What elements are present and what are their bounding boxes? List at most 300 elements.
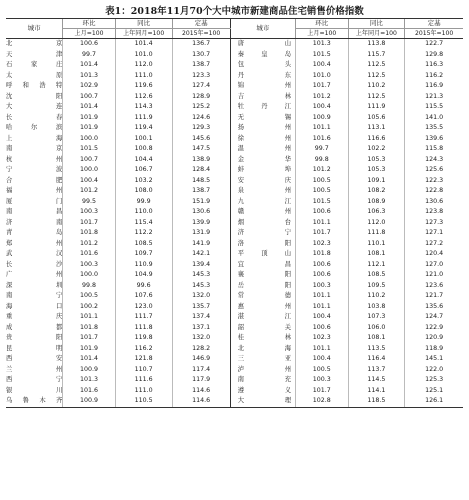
yoy-value: 112.5 — [348, 92, 405, 103]
city-name: 三亚 — [230, 354, 295, 365]
mom-value: 100.3 — [63, 207, 116, 218]
mom-value: 101.6 — [63, 386, 116, 397]
city-header-right: 城市 — [230, 19, 295, 39]
table-body — [6, 39, 463, 408]
yoy-value: 111.0 — [115, 71, 172, 82]
yoy-value: 112.2 — [115, 228, 172, 239]
city-name: 贵阳 — [6, 334, 63, 341]
city-name: 上海 — [6, 134, 63, 142]
table-row — [6, 228, 463, 239]
mom-value: 101.2 — [296, 165, 349, 176]
mom-value: 102.3 — [296, 239, 349, 250]
city-name: 宁波 — [6, 166, 63, 173]
fixed-value: 130.6 — [405, 197, 463, 208]
mom-value: 100.7 — [63, 155, 116, 166]
yoy-value: 111.0 — [115, 386, 172, 397]
header-row-1 — [6, 19, 463, 29]
city-name: 洛阳 — [230, 239, 295, 250]
city-name: 长春 — [6, 113, 63, 121]
fixed-value: 128.4 — [172, 165, 230, 176]
city-name: 呼和浩特 — [6, 82, 63, 89]
table-row — [6, 102, 463, 113]
table-row — [6, 60, 463, 71]
yoy-header-right: 同比 — [348, 19, 405, 29]
mom-value: 100.9 — [296, 113, 349, 124]
mom-value: 100.0 — [63, 134, 116, 145]
yoy-value: 119.4 — [115, 123, 172, 134]
fixed-value: 145.1 — [405, 354, 463, 365]
city-name: 襄阳 — [230, 270, 295, 281]
table-row — [6, 239, 463, 250]
city-header-left: 城市 — [6, 19, 63, 39]
mom-value: 100.9 — [63, 396, 116, 407]
yoy-value: 114.3 — [115, 102, 172, 113]
fixed-value: 127.2 — [405, 239, 463, 250]
yoy-value: 110.9 — [115, 260, 172, 271]
mom-value: 100.6 — [63, 39, 116, 50]
yoy-value: 100.1 — [115, 134, 172, 145]
yoy-value: 110.2 — [348, 81, 405, 92]
mom-value: 100.5 — [63, 291, 116, 302]
city-name: 济宁 — [230, 228, 295, 239]
mom-value: 100.5 — [296, 186, 349, 197]
fixed-value: 120.4 — [405, 249, 463, 260]
fixed-value: 128.2 — [172, 344, 230, 355]
fixed-value: 121.3 — [405, 92, 463, 103]
yoy-value: 107.6 — [115, 291, 172, 302]
fixed-value: 121.0 — [405, 270, 463, 281]
city-name: 重庆 — [6, 313, 63, 320]
mom-value: 101.2 — [296, 92, 349, 103]
city-name: 长沙 — [6, 260, 63, 268]
yoy-value: 110.2 — [348, 291, 405, 302]
yoy-value: 99.9 — [115, 197, 172, 208]
yoy-value: 103.2 — [115, 176, 172, 187]
yoy-value: 119.6 — [115, 81, 172, 92]
city-name: 沈阳 — [6, 92, 63, 100]
city-name: 北京 — [6, 40, 63, 47]
table-row — [6, 291, 463, 302]
fixed-value: 127.1 — [405, 228, 463, 239]
mom-value: 101.7 — [296, 81, 349, 92]
mom-value: 102.3 — [296, 333, 349, 344]
mom-value: 101.7 — [296, 386, 349, 397]
city-name: 南京 — [6, 145, 63, 152]
fixed-value: 115.8 — [405, 144, 463, 155]
mom-value: 101.8 — [63, 228, 116, 239]
mom-value: 101.9 — [63, 344, 116, 355]
mom-value: 102.9 — [63, 81, 116, 92]
yoy-value: 110.0 — [115, 207, 172, 218]
mom-value: 100.0 — [63, 270, 116, 281]
mom-value: 101.1 — [296, 344, 349, 355]
yoy-value: 106.0 — [348, 323, 405, 334]
yoy-value: 118.5 — [348, 396, 405, 407]
table-row — [6, 323, 463, 334]
mom-value: 100.6 — [296, 260, 349, 271]
mom-value: 100.2 — [63, 302, 116, 313]
city-name: 平顶山 — [230, 249, 295, 260]
city-name: 常德 — [230, 291, 295, 302]
mom-value: 101.4 — [63, 354, 116, 365]
fixed-value: 117.9 — [172, 375, 230, 386]
mom-value: 100.4 — [296, 102, 349, 113]
city-name: 天津 — [6, 50, 63, 58]
fixed-value: 129.8 — [405, 50, 463, 61]
mom-value: 100.3 — [296, 375, 349, 386]
mom-value: 100.6 — [296, 270, 349, 281]
mom-value: 100.3 — [296, 281, 349, 292]
yoy-value: 112.1 — [348, 260, 405, 271]
fixed-value: 120.9 — [405, 333, 463, 344]
city-name: 南充 — [230, 375, 295, 386]
city-name: 吉林 — [230, 92, 295, 103]
mom-value: 101.1 — [296, 218, 349, 229]
city-name: 无锡 — [230, 113, 295, 124]
fixed-value: 122.9 — [405, 323, 463, 334]
city-name: 合肥 — [6, 176, 63, 184]
mom-value: 101.5 — [296, 197, 349, 208]
table-row — [6, 249, 463, 260]
fixed-value: 139.9 — [172, 218, 230, 229]
mom-value: 100.6 — [296, 323, 349, 334]
city-name: 蚌埠 — [230, 165, 295, 176]
mom-value: 99.7 — [63, 50, 116, 61]
yoy-value: 112.5 — [348, 60, 405, 71]
table-row — [6, 81, 463, 92]
table-row — [6, 218, 463, 229]
fixed-value: 124.6 — [172, 113, 230, 124]
city-name: 丹东 — [230, 71, 295, 82]
yoy-value: 106.7 — [115, 165, 172, 176]
yoy-value: 105.3 — [348, 165, 405, 176]
mom-value: 101.9 — [63, 113, 116, 124]
mom-value: 101.4 — [63, 102, 116, 113]
fixed-value: 132.0 — [172, 333, 230, 344]
city-name: 杭州 — [6, 155, 63, 163]
price-index-table — [6, 18, 463, 408]
yoy-value: 104.4 — [115, 155, 172, 166]
city-name: 哈尔滨 — [6, 124, 63, 131]
table-row — [6, 365, 463, 376]
table-row — [6, 155, 463, 166]
yoy-value: 116.4 — [348, 354, 405, 365]
fixed-value: 135.5 — [405, 123, 463, 134]
city-name: 惠州 — [230, 302, 295, 313]
city-name: 温州 — [230, 144, 295, 155]
yoy-subheader-left: 上年同月=100 — [115, 29, 172, 39]
fixed-value: 138.7 — [172, 186, 230, 197]
yoy-value: 114.1 — [348, 386, 405, 397]
fixed-value: 121.7 — [405, 291, 463, 302]
mom-header-right: 环比 — [296, 19, 349, 29]
fixed-value: 129.3 — [172, 123, 230, 134]
mom-value: 100.4 — [63, 176, 116, 187]
yoy-value: 107.3 — [348, 312, 405, 323]
fixed-value: 127.0 — [405, 260, 463, 271]
fixed-value: 131.9 — [172, 228, 230, 239]
city-name: 遵义 — [230, 386, 295, 397]
table-row — [6, 270, 463, 281]
table-row — [6, 165, 463, 176]
fixed-value: 130.6 — [172, 207, 230, 218]
mom-value: 101.0 — [296, 71, 349, 82]
city-name: 锦州 — [230, 81, 295, 92]
yoy-value: 115.7 — [348, 50, 405, 61]
table-row — [6, 207, 463, 218]
yoy-value: 108.2 — [348, 186, 405, 197]
yoy-value: 109.5 — [348, 281, 405, 292]
mom-value: 101.3 — [296, 39, 349, 50]
table-row — [6, 144, 463, 155]
fixed-value: 123.3 — [172, 71, 230, 82]
fixed-value: 116.2 — [405, 71, 463, 82]
table-row — [6, 333, 463, 344]
fixed-value: 128.9 — [172, 92, 230, 103]
city-name: 福州 — [6, 187, 63, 194]
city-name: 唐山 — [230, 39, 295, 50]
yoy-value: 110.7 — [115, 365, 172, 376]
yoy-value: 106.3 — [348, 207, 405, 218]
mom-value: 99.5 — [63, 197, 116, 208]
city-name: 成都 — [6, 323, 63, 331]
fixed-value: 137.4 — [172, 312, 230, 323]
city-name: 西安 — [6, 355, 63, 362]
fixed-value: 114.6 — [172, 386, 230, 397]
fixed-value: 138.9 — [172, 155, 230, 166]
yoy-value: 112.0 — [348, 218, 405, 229]
city-name: 扬州 — [230, 123, 295, 134]
table-row — [6, 113, 463, 124]
city-name: 湛江 — [230, 312, 295, 323]
yoy-value: 109.7 — [115, 249, 172, 260]
mom-value: 101.5 — [296, 50, 349, 61]
fixed-value: 132.0 — [172, 291, 230, 302]
fixed-subheader-left: 2015年=100 — [172, 29, 230, 39]
mom-value: 101.9 — [63, 123, 116, 134]
mom-value: 100.7 — [63, 92, 116, 103]
yoy-value: 113.7 — [348, 365, 405, 376]
yoy-value: 114.5 — [348, 375, 405, 386]
mom-value: 101.1 — [63, 312, 116, 323]
yoy-value: 115.4 — [115, 218, 172, 229]
fixed-value: 135.7 — [172, 302, 230, 313]
mom-value: 100.3 — [63, 260, 116, 271]
table-row — [6, 71, 463, 82]
table-row — [6, 281, 463, 292]
mom-value: 102.8 — [296, 396, 349, 407]
city-name: 赣州 — [230, 207, 295, 218]
yoy-value: 110.1 — [348, 239, 405, 250]
fixed-value: 116.9 — [405, 81, 463, 92]
city-name: 青岛 — [6, 229, 63, 236]
city-name: 泉州 — [230, 186, 295, 197]
mom-value: 101.6 — [63, 249, 116, 260]
yoy-value: 111.9 — [348, 102, 405, 113]
mom-value: 99.8 — [63, 281, 116, 292]
table-row — [6, 302, 463, 313]
mom-value: 101.1 — [296, 291, 349, 302]
mom-subheader-right: 上月=100 — [296, 29, 349, 39]
yoy-value: 116.6 — [348, 134, 405, 145]
fixed-value: 146.9 — [172, 354, 230, 365]
table-row — [6, 354, 463, 365]
city-name: 乌鲁木齐 — [6, 396, 63, 407]
mom-value: 101.2 — [63, 239, 116, 250]
city-name: 徐州 — [230, 134, 295, 145]
yoy-value: 101.4 — [115, 39, 172, 50]
city-name: 海口 — [6, 302, 63, 310]
yoy-value: 108.1 — [348, 249, 405, 260]
table-row — [6, 312, 463, 323]
table-row — [6, 344, 463, 355]
yoy-value: 101.0 — [115, 50, 172, 61]
city-name: 牡丹江 — [230, 102, 295, 113]
yoy-value: 113.1 — [348, 123, 405, 134]
fixed-value: 145.3 — [172, 281, 230, 292]
city-name: 岳阳 — [230, 281, 295, 292]
city-name: 韶关 — [230, 323, 295, 334]
fixed-value: 127.4 — [172, 81, 230, 92]
fixed-value: 125.2 — [172, 102, 230, 113]
city-name: 济南 — [6, 218, 63, 226]
fixed-value: 123.6 — [405, 281, 463, 292]
table-row — [6, 39, 463, 50]
city-name: 北海 — [230, 344, 295, 355]
fixed-value: 116.3 — [405, 60, 463, 71]
city-name: 昆明 — [6, 344, 63, 352]
fixed-value: 122.8 — [405, 186, 463, 197]
fixed-value: 124.7 — [405, 312, 463, 323]
yoy-value: 108.0 — [115, 186, 172, 197]
mom-value: 101.8 — [63, 323, 116, 334]
fixed-value: 125.6 — [405, 165, 463, 176]
yoy-value: 113.5 — [348, 344, 405, 355]
yoy-value: 100.8 — [115, 144, 172, 155]
mom-value: 100.6 — [296, 207, 349, 218]
fixed-value: 141.9 — [172, 239, 230, 250]
city-name: 九江 — [230, 197, 295, 208]
city-name: 石家庄 — [6, 61, 63, 68]
city-name: 泸州 — [230, 365, 295, 376]
city-name: 郑州 — [6, 239, 63, 247]
fixed-value: 130.7 — [172, 50, 230, 61]
fixed-value: 139.6 — [405, 134, 463, 145]
table-row — [6, 396, 463, 407]
fixed-value: 126.1 — [405, 396, 463, 407]
mom-value: 101.3 — [63, 375, 116, 386]
city-name: 桂林 — [230, 333, 295, 344]
city-name: 大连 — [6, 103, 63, 110]
city-name: 秦皇岛 — [230, 50, 295, 61]
fixed-value: 118.9 — [405, 344, 463, 355]
yoy-value: 121.8 — [115, 354, 172, 365]
fixed-value: 145.6 — [172, 134, 230, 145]
city-name: 安庆 — [230, 176, 295, 187]
table-row — [6, 92, 463, 103]
city-name: 兰州 — [6, 365, 63, 373]
fixed-value: 148.5 — [172, 176, 230, 187]
table-title: 表1：2018年11月70个大中城市新建商品住宅销售价格指数 — [105, 6, 364, 17]
city-name: 包头 — [230, 60, 295, 71]
fixed-value: 123.8 — [405, 207, 463, 218]
yoy-value: 112.6 — [115, 92, 172, 103]
mom-value: 101.7 — [63, 333, 116, 344]
table-row — [6, 176, 463, 187]
mom-value: 101.1 — [296, 302, 349, 313]
yoy-value: 99.6 — [115, 281, 172, 292]
city-name: 银川 — [6, 386, 63, 394]
city-name: 深圳 — [6, 281, 63, 289]
city-name: 广州 — [6, 271, 63, 278]
yoy-value: 119.8 — [115, 333, 172, 344]
mom-value: 100.9 — [63, 365, 116, 376]
yoy-subheader-right: 上年同月=100 — [348, 29, 405, 39]
yoy-value: 111.9 — [115, 113, 172, 124]
mom-value: 100.0 — [63, 165, 116, 176]
fixed-value: 124.3 — [405, 155, 463, 166]
mom-value: 101.2 — [63, 186, 116, 197]
yoy-value: 102.2 — [348, 144, 405, 155]
fixed-value: 151.9 — [172, 197, 230, 208]
fixed-value: 127.3 — [405, 218, 463, 229]
fixed-value: 138.7 — [172, 60, 230, 71]
city-name: 烟台 — [230, 218, 295, 229]
yoy-value: 109.1 — [348, 176, 405, 187]
yoy-value: 116.2 — [115, 344, 172, 355]
yoy-value: 111.7 — [115, 312, 172, 323]
yoy-value: 108.5 — [115, 239, 172, 250]
fixed-value: 135.6 — [405, 302, 463, 313]
table-row — [6, 386, 463, 397]
yoy-value: 108.9 — [348, 197, 405, 208]
fixed-value: 136.7 — [172, 39, 230, 50]
mom-value: 100.4 — [296, 60, 349, 71]
table-row — [6, 197, 463, 208]
fixed-value: 125.1 — [405, 386, 463, 397]
fixed-value: 141.0 — [405, 113, 463, 124]
city-name: 南昌 — [6, 208, 63, 215]
city-name: 厦门 — [6, 197, 63, 205]
fixed-value: 125.3 — [405, 375, 463, 386]
city-name: 大理 — [230, 396, 295, 407]
yoy-value: 105.3 — [348, 155, 405, 166]
city-name: 西宁 — [6, 376, 63, 383]
yoy-value: 111.8 — [115, 323, 172, 334]
fixed-header-left: 定基 — [172, 19, 230, 29]
city-name: 武汉 — [6, 250, 63, 257]
mom-value: 101.3 — [63, 71, 116, 82]
fixed-value: 115.5 — [405, 102, 463, 113]
fixed-value: 139.4 — [172, 260, 230, 271]
yoy-value: 110.5 — [115, 396, 172, 407]
yoy-value: 112.0 — [115, 60, 172, 71]
city-name: 金华 — [230, 155, 295, 166]
mom-subheader-left: 上月=100 — [63, 29, 116, 39]
mom-value: 101.5 — [63, 144, 116, 155]
fixed-value: 114.6 — [172, 396, 230, 407]
mom-value: 100.5 — [296, 176, 349, 187]
table-row — [6, 186, 463, 197]
fixed-value: 122.3 — [405, 176, 463, 187]
yoy-header-left: 同比 — [115, 19, 172, 29]
fixed-value: 147.5 — [172, 144, 230, 155]
yoy-value: 105.6 — [348, 113, 405, 124]
mom-value: 99.7 — [296, 144, 349, 155]
yoy-value: 111.6 — [115, 375, 172, 386]
yoy-value: 123.0 — [115, 302, 172, 313]
fixed-value: 142.1 — [172, 249, 230, 260]
